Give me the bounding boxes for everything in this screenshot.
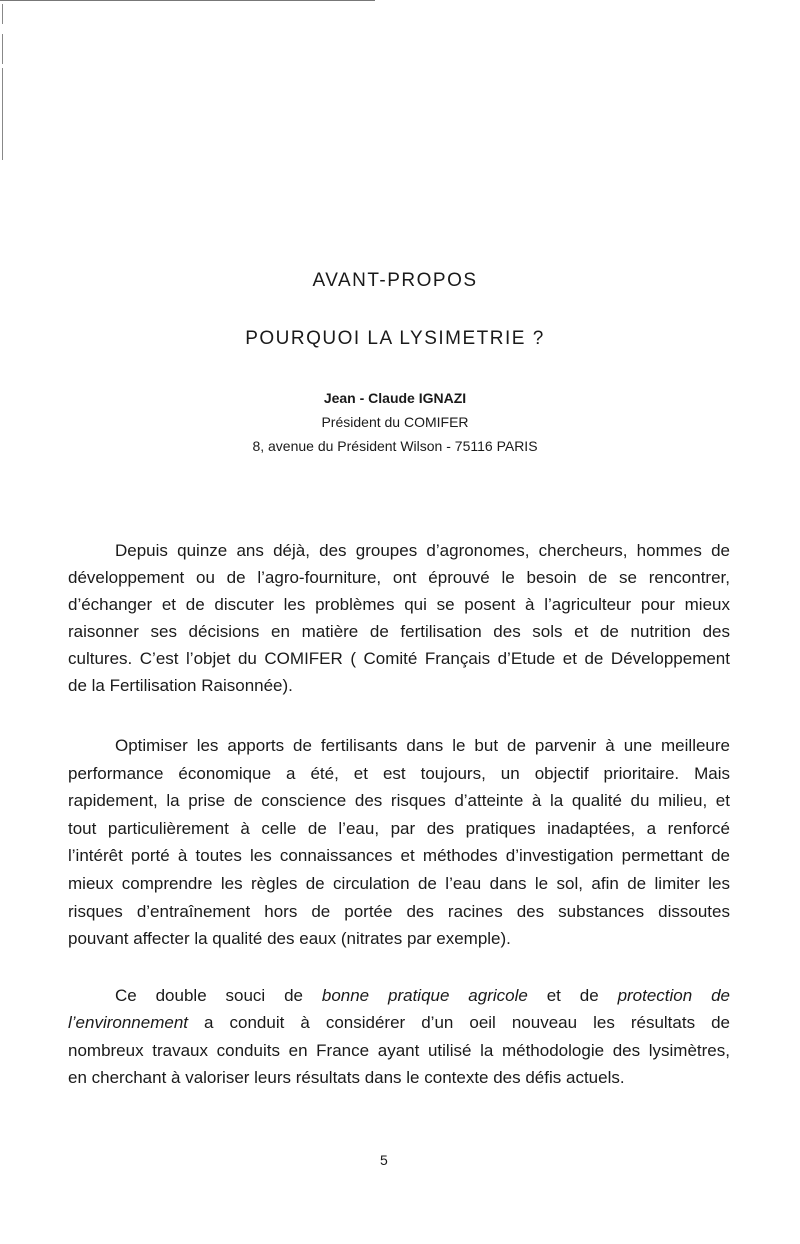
scan-border-left bbox=[2, 34, 3, 64]
text-segment: et de bbox=[546, 986, 599, 1005]
paragraph-line bbox=[68, 1013, 730, 1033]
page-number: 5 bbox=[380, 1152, 388, 1168]
text-segment: l’intérêt porté à toutes les connaissances et méthodes d’investigation permettant de bbox=[68, 846, 730, 866]
author-name: Jean - Claude IGNAZI bbox=[323, 390, 467, 406]
paragraph-line bbox=[68, 791, 730, 811]
text-segment: cultures. C’est l’objet du COMIFER ( Comité Français d’Etude et de Développement bbox=[68, 649, 730, 668]
paragraph-line bbox=[115, 736, 730, 756]
paragraph-line bbox=[68, 622, 730, 642]
page-subheading: POURQUOI LA LYSIMETRIE ? bbox=[245, 328, 545, 349]
text-segment: Optimiser les apports de fertilisants dans le but de parvenir à une meilleure bbox=[115, 736, 730, 755]
paragraph-line bbox=[68, 764, 730, 784]
text-segment: pouvant affecter la qualité des eaux (nitrates par exemple). bbox=[68, 929, 511, 949]
paragraph-line bbox=[68, 902, 730, 922]
text-segment: mieux comprendre les règles de circulation de l’eau dans le sol, afin de limiter les bbox=[68, 874, 730, 893]
paragraph-line bbox=[68, 595, 730, 615]
text-segment: de la Fertilisation Raisonnée). bbox=[68, 676, 293, 695]
emphasis-text: protection de bbox=[617, 986, 730, 1005]
scan-border-top bbox=[0, 0, 375, 1]
text-segment: raisonner ses décisions en matière de fertilisation des sols et de nutrition des bbox=[68, 622, 730, 641]
paragraph-line bbox=[68, 819, 730, 839]
text-segment: rapidement, la prise de conscience des risques d’atteinte à la qualité du milieu, et bbox=[68, 791, 730, 811]
page-heading: AVANT-PROPOS bbox=[312, 270, 478, 291]
author-address: 8, avenue du Président Wilson - 75116 PARIS bbox=[252, 438, 538, 454]
paragraph-line bbox=[68, 846, 730, 866]
paragraph-line bbox=[115, 986, 730, 1006]
emphasis-text: bonne pratique agricole bbox=[321, 986, 528, 1005]
text-segment: nombreux travaux conduits en France ayant utilisé la méthodologie des lysimètres, bbox=[68, 1040, 730, 1060]
text-segment: d’échanger et de discuter les problèmes qui se posent à l’agriculteur pour mieux bbox=[68, 595, 730, 614]
author-role: Président du COMIFER bbox=[321, 414, 469, 430]
paragraph-line bbox=[68, 649, 730, 669]
text-segment: en cherchant à valoriser leurs résultats dans le contexte des défis actuels. bbox=[68, 1067, 625, 1087]
text-segment: développement ou de l’agro-fourniture, ont éprouvé le besoin de se rencontrer, bbox=[68, 568, 730, 587]
emphasis-text: l’environnement bbox=[68, 1013, 189, 1033]
text-segment: Depuis quinze ans déjà, des groupes d’agronomes, chercheurs, hommes de bbox=[115, 541, 730, 560]
paragraph-line bbox=[68, 929, 730, 949]
text-segment: tout particulièrement à celle de l’eau, par des pratiques inadaptées, a renforcé bbox=[68, 818, 730, 838]
text-segment: Ce double souci de bbox=[115, 986, 303, 1005]
text-segment: a conduit à considérer d’un oeil nouveau les résultats de bbox=[204, 1013, 731, 1033]
paragraph-line bbox=[115, 541, 730, 561]
scan-border-left bbox=[2, 4, 3, 24]
text-segment: performance économique a été, et est toujours, un objectif prioritaire. Mais bbox=[68, 763, 730, 783]
text-segment: risques d’entraînement hors de portée des racines des substances dissoutes bbox=[68, 901, 730, 921]
paragraph-line bbox=[68, 568, 730, 588]
paragraph-line bbox=[68, 676, 730, 696]
paragraph-line bbox=[68, 1041, 730, 1061]
paragraph-line bbox=[68, 874, 730, 894]
scan-border-left bbox=[2, 68, 3, 160]
paragraph-line bbox=[68, 1068, 730, 1088]
